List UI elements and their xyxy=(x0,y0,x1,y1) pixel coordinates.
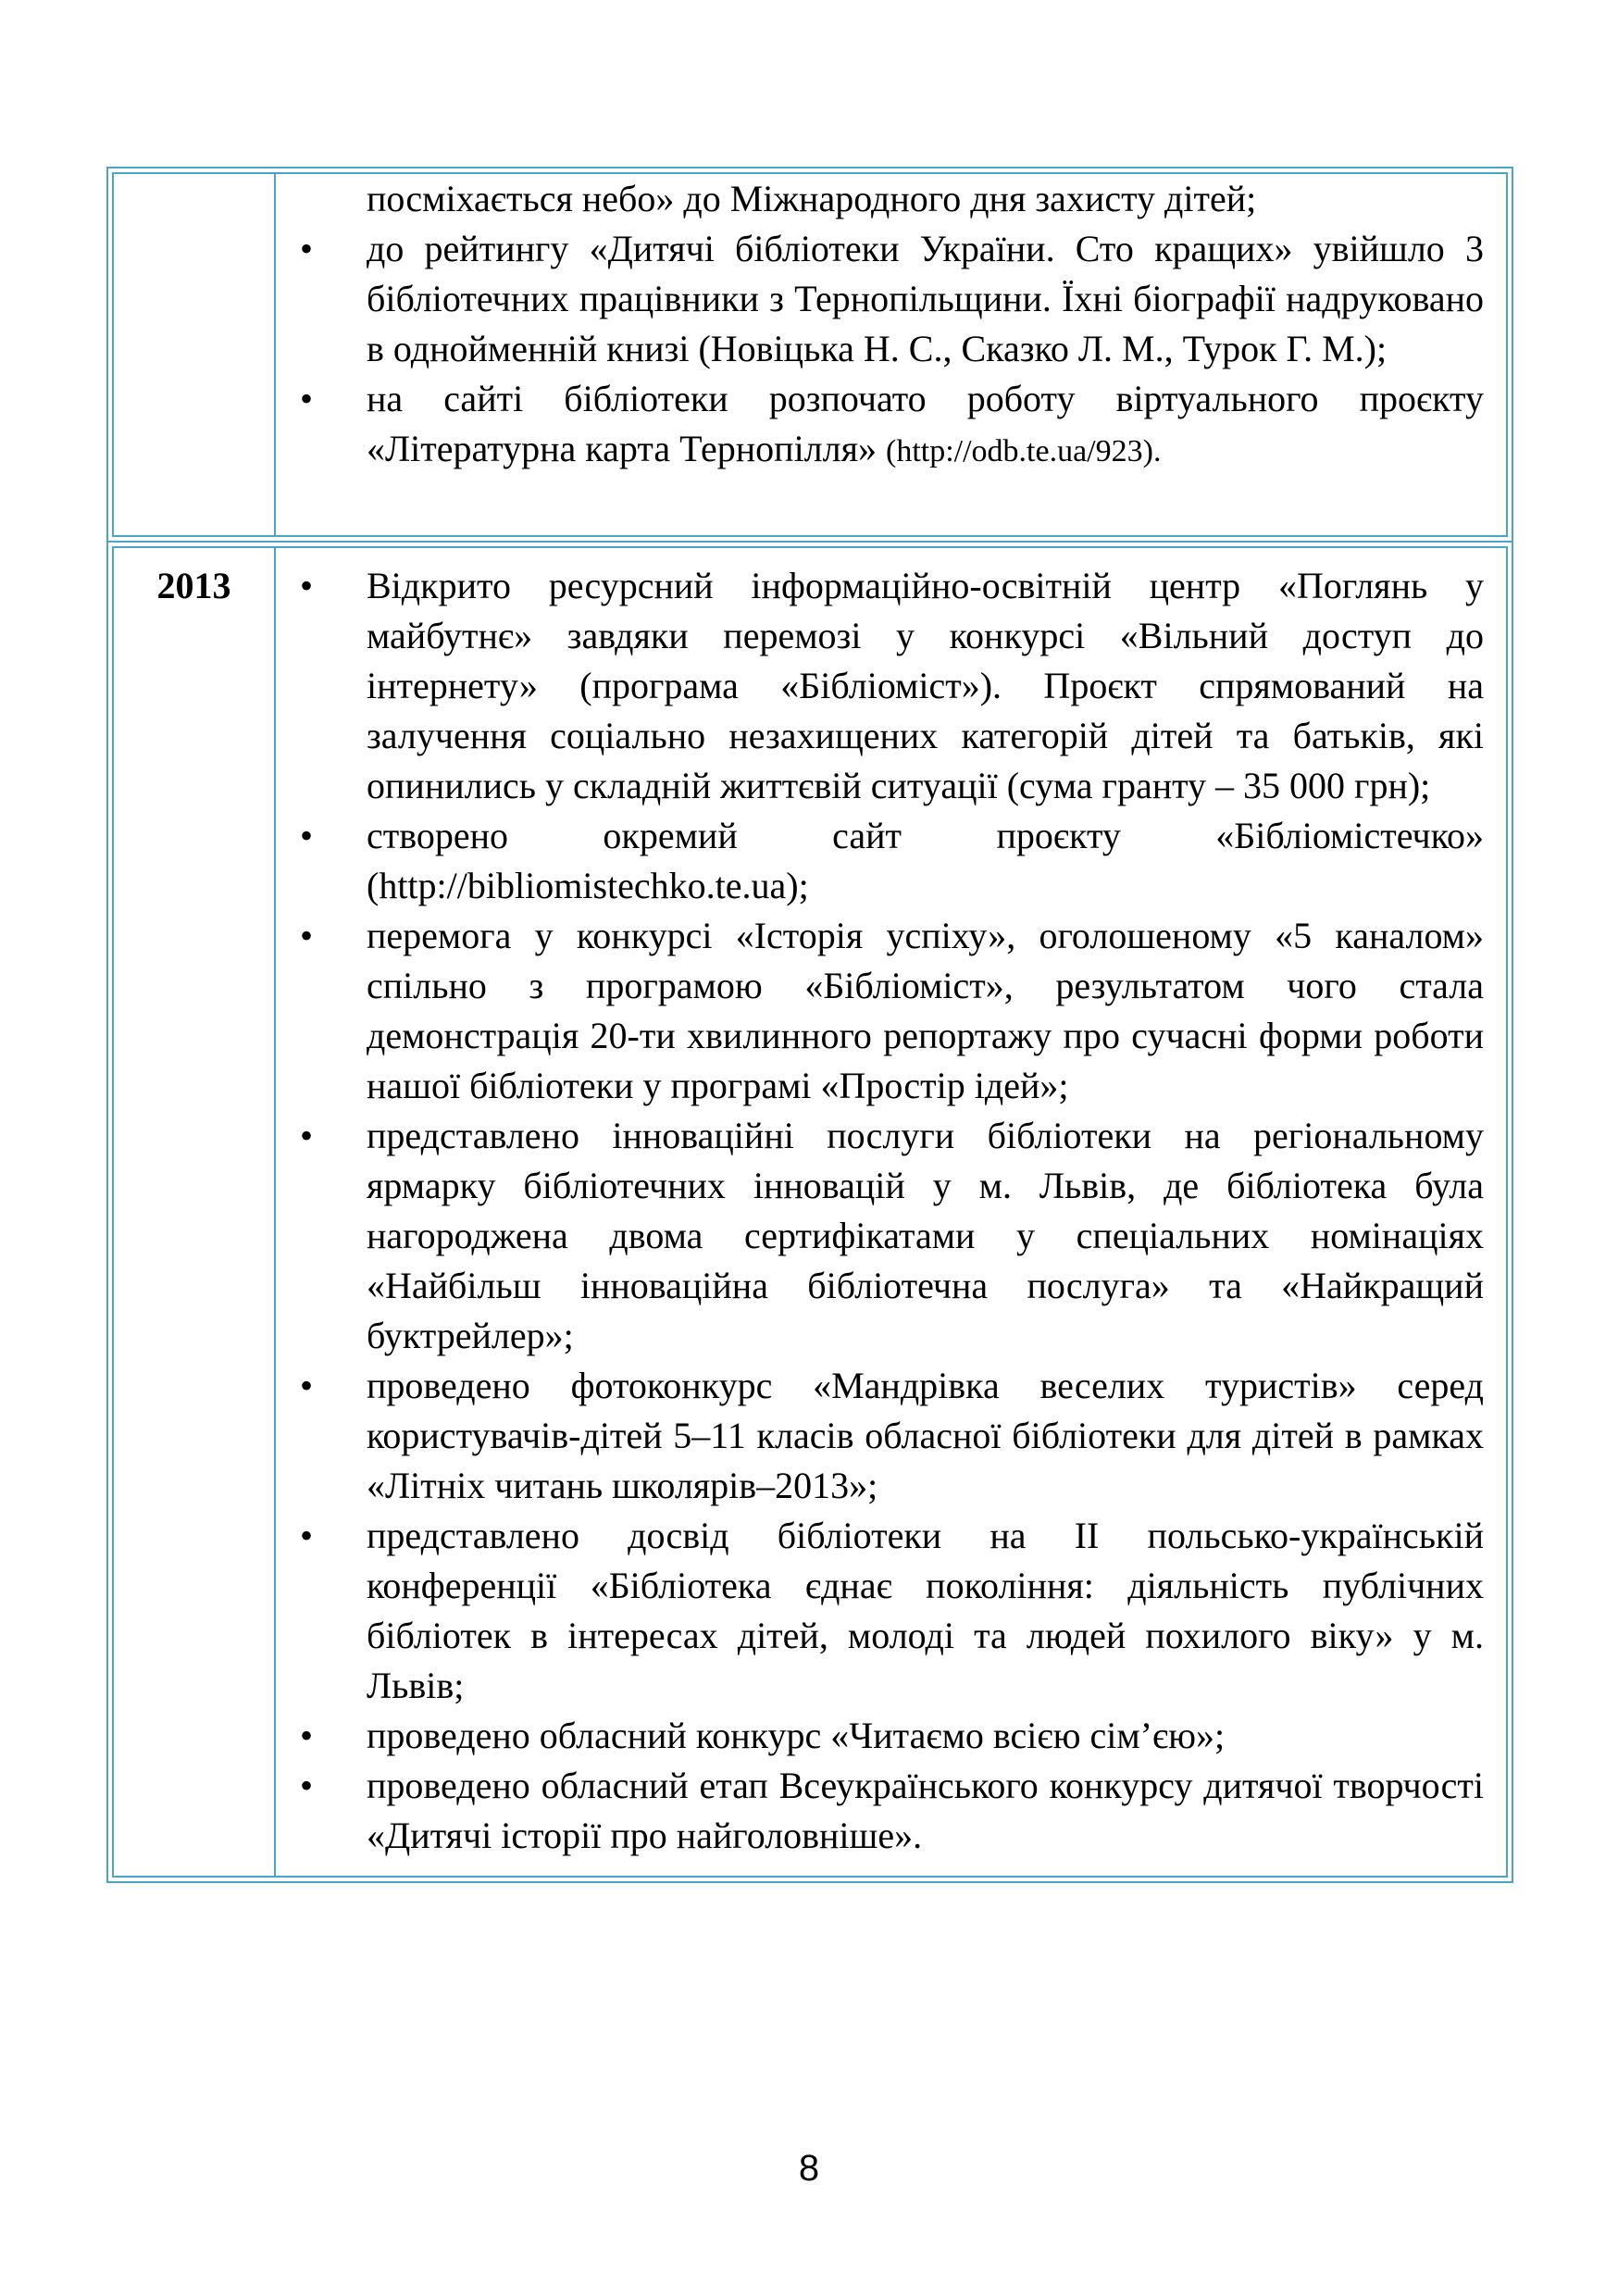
bullet-icon: • xyxy=(300,1365,314,1406)
continued-text: посміхається небо» до Міжнародного дня захисту дітей; xyxy=(367,178,1257,219)
list-item-text: представлено досвід бібліотеки на ІІ польсько-українській конференції «Бібліотека єднає покоління: діяльність публічних бібліотек в інтересах дітей, молоді та людей похилого віку» у м. Львів; xyxy=(367,1515,1484,1706)
bullet-icon: • xyxy=(300,1715,314,1756)
list-item-text: на сайті бібліотеки розпочато роботу віртуального проєкту «Літературна карта Тернопілля» xyxy=(367,378,1484,469)
list-item xyxy=(276,374,1484,477)
events-cell xyxy=(276,174,1506,535)
list-item-text: перемога у конкурсі «Історія успіху», оголошеному «5 каналом» спільно з програмою «Бібліоміст», результатом чого стала демонстрація 20-ти хвилинного репортажу про сучасні форми роботи нашої бібліотеки у програмі «Простір ідей»; xyxy=(367,915,1484,1106)
list-item-text: проведено обласний етап Всеукраїнського конкурсу дитячої творчості «Дитячі історії про найголовніше». xyxy=(367,1765,1484,1856)
list-item-text: представлено інноваційні послуги бібліотеки на регіональному ярмарку бібліотечних інновацій у м. Львів, де бібліотека була нагороджена двома сертифікатами у спеціальних номінаціях «Найбільш інноваційна бібліотечна послуга» та «Найкращий буктрейлер»; xyxy=(367,1115,1484,1356)
chronology-table xyxy=(106,167,1513,1883)
list-item xyxy=(276,811,1484,911)
list-item-text: Відкрито ресурсний інформаційно-освітній центр «Поглянь у майбутнє» завдяки перемозі у конкурсі «Вільний доступ до інтернету» (програма «Бібліоміст»). Проєкт спрямований на залучення соціально незахищених категорій дітей та батьків, які опинились у складній життєвій ситуації (сума гранту – 35 000 грн); xyxy=(367,565,1484,806)
bullet-icon: • xyxy=(300,378,314,419)
list-item-text: до рейтингу «Дитячі бібліотеки України. Сто кращих» увійшло 3 бібліотечних працівники з Тернопільщини. Їхні біографії надруковано в однойменній книзі (Новіцька Н. С., Сказко Л. М., Турок Г. М.); xyxy=(367,228,1484,369)
bullet-icon: • xyxy=(300,228,314,269)
bullet-icon: • xyxy=(300,565,314,606)
year-cell xyxy=(114,174,276,535)
bullet-icon: • xyxy=(300,1115,314,1156)
table-row xyxy=(108,543,1512,1881)
list-item xyxy=(276,1511,1484,1711)
list-item xyxy=(276,1711,1484,1761)
table-row xyxy=(108,168,1512,543)
events-list xyxy=(276,224,1484,477)
page-number: 8 xyxy=(798,2148,820,2189)
events-list xyxy=(276,561,1484,1861)
list-item xyxy=(276,911,1484,1111)
list-item xyxy=(276,224,1484,374)
list-item xyxy=(276,1361,1484,1511)
bullet-icon: • xyxy=(300,1765,314,1806)
list-item xyxy=(276,1761,1484,1861)
list-item-text: проведено фотоконкурс «Мандрівка веселих туристів» серед користувачів-дітей 5–11 класів обласної бібліотеки для дітей в рамках «Літніх читань школярів–2013»; xyxy=(367,1365,1484,1506)
project-url: (http://odb.te.ua/923). xyxy=(886,434,1162,468)
list-item-text: проведено обласний конкурс «Читаємо всією сім’єю»; xyxy=(367,1715,1226,1756)
list-item xyxy=(276,561,1484,811)
bullet-icon: • xyxy=(300,815,314,856)
year-cell: 2013 xyxy=(114,548,276,1876)
table-row-inner xyxy=(112,172,1508,537)
bullet-icon: • xyxy=(300,1515,314,1556)
bullet-icon: • xyxy=(300,915,314,956)
events-cell xyxy=(276,548,1506,1876)
list-item xyxy=(276,1111,1484,1361)
list-item-text: створено окремий сайт проєкту «Бібліомістечко» (http://bibliomistechko.te.ua); xyxy=(367,815,1484,906)
table-row-inner xyxy=(112,546,1508,1878)
